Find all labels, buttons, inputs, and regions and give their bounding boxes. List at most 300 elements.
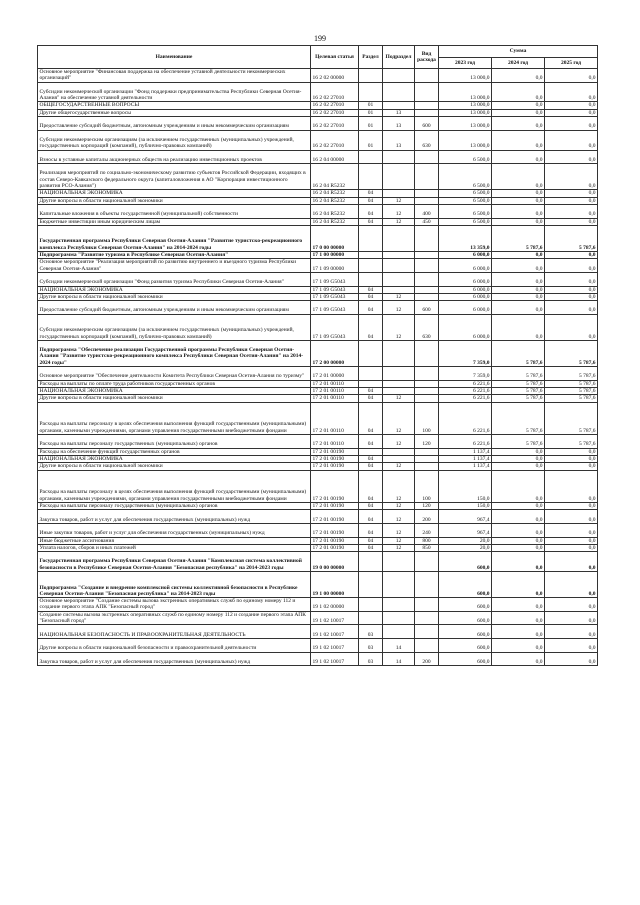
header-name: Наименование bbox=[38, 46, 311, 69]
row-code: 17 2 01 00110 bbox=[311, 435, 359, 449]
row-value-2024: 5 787,6 bbox=[492, 367, 545, 381]
row-value-2023: 7 359,0 bbox=[439, 367, 492, 381]
row-value-2025: 0,0 bbox=[545, 197, 598, 204]
row-subsection bbox=[383, 367, 415, 381]
row-value-2025: 0,0 bbox=[545, 293, 598, 300]
row-name: Предоставление субсидий бюджетным, автономным учреждениям и иным некоммерческим организациям bbox=[38, 117, 311, 131]
table-row bbox=[38, 252, 598, 259]
row-expense-type bbox=[415, 611, 439, 625]
table-row bbox=[38, 130, 598, 150]
row-subsection: 12 bbox=[383, 463, 415, 470]
header-2023: 2023 год bbox=[439, 58, 492, 69]
row-value-2023: 600,0 bbox=[439, 625, 492, 639]
row-value-2025: 0,0 bbox=[545, 537, 598, 544]
table-row bbox=[38, 537, 598, 544]
row-value-2023: 6 221,6 bbox=[439, 395, 492, 402]
table-row bbox=[38, 225, 598, 251]
row-value-2024: 0,0 bbox=[492, 625, 545, 639]
row-value-2023: 13 000,0 bbox=[439, 69, 492, 83]
row-name: Основное мероприятие "Обеспечение деятельности Комитета Республики Северная Осетия-Алания по туризму" bbox=[38, 367, 311, 381]
row-name: Взносы в уставные капиталы акционерных обществ на реализацию инвестиционных проектов bbox=[38, 150, 311, 164]
row-value-2025: 0,0 bbox=[545, 463, 598, 470]
row-value-2024: 0,0 bbox=[492, 293, 545, 300]
row-expense-type bbox=[415, 395, 439, 402]
row-code: 16 2 02 27010 bbox=[311, 130, 359, 150]
row-expense-type: 450 bbox=[415, 218, 439, 225]
row-value-2023: 6 221,6 bbox=[439, 380, 492, 387]
row-value-2023: 6 000,0 bbox=[439, 272, 492, 286]
row-name: Расходы на выплаты персоналу государственных (муниципальных) органов bbox=[38, 503, 311, 510]
row-expense-type: 600 bbox=[415, 301, 439, 315]
row-section: 03 bbox=[359, 652, 383, 666]
row-expense-type bbox=[415, 638, 439, 652]
table-row bbox=[38, 102, 598, 109]
row-value-2025: 0,0 bbox=[545, 503, 598, 510]
table-row bbox=[38, 625, 598, 639]
row-section: 04 bbox=[359, 218, 383, 225]
row-value-2023: 6 000,0 bbox=[439, 259, 492, 273]
row-value-2023: 967,4 bbox=[439, 523, 492, 537]
row-value-2025: 0,0 bbox=[545, 102, 598, 109]
row-value-2024: 5 787,6 bbox=[492, 380, 545, 387]
row-name: Субсидии некоммерческой организации "Фонд развития туризма Республики Северная Осетия-Алания" bbox=[38, 272, 311, 286]
table-row bbox=[38, 272, 598, 286]
row-subsection: 13 bbox=[383, 130, 415, 150]
row-code: 16 2 04 R5232 bbox=[311, 204, 359, 218]
row-value-2025: 0,0 bbox=[545, 69, 598, 83]
row-value-2025: 5 787,6 bbox=[545, 380, 598, 387]
row-name: Предоставление субсидий бюджетным, автономным учреждениям и иным некоммерческим организациям bbox=[38, 301, 311, 315]
table-row bbox=[38, 367, 598, 381]
row-section: 04 bbox=[359, 402, 383, 435]
row-expense-type: 120 bbox=[415, 503, 439, 510]
row-value-2024: 0,0 bbox=[492, 218, 545, 225]
row-subsection bbox=[383, 252, 415, 259]
row-expense-type bbox=[415, 293, 439, 300]
row-section bbox=[359, 598, 383, 612]
table-row bbox=[38, 150, 598, 164]
row-value-2023: 6 221,6 bbox=[439, 402, 492, 435]
row-name: ОБЩЕГОСУДАРСТВЕННЫЕ ВОПРОСЫ bbox=[38, 102, 311, 109]
row-value-2023: 13 000,0 bbox=[439, 130, 492, 150]
row-value-2025: 0,0 bbox=[545, 510, 598, 524]
table-row bbox=[38, 503, 598, 510]
row-expense-type bbox=[415, 150, 439, 164]
row-value-2023: 6 221,6 bbox=[439, 387, 492, 394]
row-section bbox=[359, 82, 383, 102]
row-code: 17 2 01 00110 bbox=[311, 387, 359, 394]
row-name: Другие вопросы в области национальной экономики bbox=[38, 395, 311, 402]
row-subsection: 12 bbox=[383, 197, 415, 204]
row-name: Основное мероприятие "Создание системы вызова экстренных оперативных служб по единому номеру 112 и создание первого этапа АПК "Безопасный город" bbox=[38, 598, 311, 612]
row-name: Расходы на выплаты персоналу в целях обеспечения выполнения функций государственными (муниципальными) органами, казенными учреждениями, органами управления государственными внебюджетными фондами bbox=[38, 470, 311, 503]
row-subsection: 12 bbox=[383, 402, 415, 435]
row-section: 04 bbox=[359, 286, 383, 293]
row-code: 19 1 02 10017 bbox=[311, 652, 359, 666]
row-name: Субсидии некоммерческим организациям (за исключением государственных (муниципальных) учреждений, государственных корпораций (компаний), публично-правовых компаний) bbox=[38, 314, 311, 340]
row-value-2024: 0,0 bbox=[492, 463, 545, 470]
row-value-2023: 600,0 bbox=[439, 638, 492, 652]
row-expense-type bbox=[415, 225, 439, 251]
row-value-2024: 0,0 bbox=[492, 638, 545, 652]
row-expense-type bbox=[415, 387, 439, 394]
row-section: 04 bbox=[359, 395, 383, 402]
table-header bbox=[38, 46, 598, 69]
row-value-2025: 0,0 bbox=[545, 259, 598, 273]
row-name: НАЦИОНАЛЬНАЯ БЕЗОПАСНОСТЬ И ПРАВООХРАНИТЕЛЬНАЯ ДЕЯТЕЛЬНОСТЬ bbox=[38, 625, 311, 639]
row-value-2025: 0,0 bbox=[545, 301, 598, 315]
row-code: 19 1 02 00000 bbox=[311, 598, 359, 612]
table-row bbox=[38, 109, 598, 116]
row-code: 19 0 00 00000 bbox=[311, 552, 359, 572]
row-code: 19 1 00 00000 bbox=[311, 572, 359, 598]
row-section: 01 bbox=[359, 117, 383, 131]
table-row bbox=[38, 197, 598, 204]
row-section bbox=[359, 259, 383, 273]
row-value-2023: 13 000,0 bbox=[439, 82, 492, 102]
row-section: 04 bbox=[359, 470, 383, 503]
row-value-2024: 0,0 bbox=[492, 572, 545, 598]
row-value-2024: 0,0 bbox=[492, 259, 545, 273]
row-code: 16 2 02 27010 bbox=[311, 117, 359, 131]
table-row bbox=[38, 164, 598, 190]
row-code: 19 1 02 10017 bbox=[311, 625, 359, 639]
table-row bbox=[38, 463, 598, 470]
row-section bbox=[359, 150, 383, 164]
row-expense-type bbox=[415, 82, 439, 102]
row-section: 04 bbox=[359, 387, 383, 394]
row-section: 04 bbox=[359, 197, 383, 204]
row-name: Уплата налогов, сборов и иных платежей bbox=[38, 544, 311, 551]
row-value-2024: 0,0 bbox=[492, 470, 545, 503]
row-value-2024: 0,0 bbox=[492, 611, 545, 625]
row-value-2023: 600,0 bbox=[439, 552, 492, 572]
row-value-2024: 0,0 bbox=[492, 537, 545, 544]
header-expense-type: Вид расхода bbox=[415, 46, 439, 69]
row-section: 01 bbox=[359, 102, 383, 109]
row-code: 16 2 02 27010 bbox=[311, 109, 359, 116]
row-code: 16 2 02 27010 bbox=[311, 102, 359, 109]
row-value-2024: 0,0 bbox=[492, 204, 545, 218]
row-expense-type: 200 bbox=[415, 652, 439, 666]
row-subsection bbox=[383, 190, 415, 197]
row-section bbox=[359, 367, 383, 381]
row-section bbox=[359, 448, 383, 455]
row-code: 17 2 01 00190 bbox=[311, 537, 359, 544]
row-subsection: 12 bbox=[383, 218, 415, 225]
row-value-2025: 5 787,6 bbox=[545, 225, 598, 251]
row-section bbox=[359, 69, 383, 83]
row-subsection bbox=[383, 259, 415, 273]
row-expense-type bbox=[415, 463, 439, 470]
row-expense-type: 400 bbox=[415, 204, 439, 218]
row-code: 17 1 09 G5043 bbox=[311, 301, 359, 315]
row-value-2023: 6 500,0 bbox=[439, 164, 492, 190]
row-value-2023: 150,0 bbox=[439, 503, 492, 510]
row-value-2025: 0,0 bbox=[545, 130, 598, 150]
row-section: 03 bbox=[359, 638, 383, 652]
row-value-2023: 967,4 bbox=[439, 510, 492, 524]
row-value-2025: 0,0 bbox=[545, 572, 598, 598]
row-value-2025: 0,0 bbox=[545, 164, 598, 190]
row-value-2024: 5 787,6 bbox=[492, 395, 545, 402]
table-row bbox=[38, 572, 598, 598]
row-subsection: 14 bbox=[383, 638, 415, 652]
row-name: Бюджетные инвестиции иным юридическим лицам bbox=[38, 218, 311, 225]
row-value-2025: 0,0 bbox=[545, 117, 598, 131]
row-subsection: 12 bbox=[383, 293, 415, 300]
row-value-2024: 0,0 bbox=[492, 523, 545, 537]
row-code: 16 2 02 00000 bbox=[311, 69, 359, 83]
table-row bbox=[38, 552, 598, 572]
table-row bbox=[38, 218, 598, 225]
row-name: Субсидии некоммерческой организации "Фонд поддержки предпринимательства Республики Северная Осетия-Алания" на обеспечение уставной деятельности bbox=[38, 82, 311, 102]
row-value-2023: 13 359,0 bbox=[439, 225, 492, 251]
table-row bbox=[38, 470, 598, 503]
header-sum: Сумма bbox=[439, 46, 598, 58]
row-name: Основное мероприятие "Финансовая поддержка на обеспечение уставной деятельности некоммерческих организаций" bbox=[38, 69, 311, 83]
row-subsection: 12 bbox=[383, 314, 415, 340]
row-code: 16 2 04 R5232 bbox=[311, 218, 359, 225]
row-value-2024: 5 787,6 bbox=[492, 340, 545, 366]
row-value-2023: 6 500,0 bbox=[439, 150, 492, 164]
row-value-2024: 0,0 bbox=[492, 652, 545, 666]
row-code: 17 2 01 00190 bbox=[311, 544, 359, 551]
header-code: Целевая статья bbox=[311, 46, 359, 69]
row-subsection: 12 bbox=[383, 301, 415, 315]
row-section: 04 bbox=[359, 544, 383, 551]
row-expense-type bbox=[415, 625, 439, 639]
row-subsection: 12 bbox=[383, 503, 415, 510]
row-code: 16 2 02 27010 bbox=[311, 82, 359, 102]
row-value-2024: 0,0 bbox=[492, 552, 545, 572]
row-expense-type bbox=[415, 367, 439, 381]
row-expense-type: 240 bbox=[415, 523, 439, 537]
row-name: Закупка товаров, работ и услуг для обеспечения государственных (муниципальных) нужд bbox=[38, 510, 311, 524]
row-value-2023: 7 359,0 bbox=[439, 340, 492, 366]
row-section: 04 bbox=[359, 503, 383, 510]
row-value-2024: 0,0 bbox=[492, 117, 545, 131]
row-value-2024: 0,0 bbox=[492, 190, 545, 197]
row-subsection bbox=[383, 340, 415, 366]
table-row bbox=[38, 190, 598, 197]
row-section: 04 bbox=[359, 523, 383, 537]
row-section bbox=[359, 225, 383, 251]
row-value-2025: 0,0 bbox=[545, 470, 598, 503]
row-subsection bbox=[383, 572, 415, 598]
row-code: 19 1 02 10017 bbox=[311, 638, 359, 652]
row-subsection bbox=[383, 380, 415, 387]
row-value-2025: 0,0 bbox=[545, 544, 598, 551]
row-code: 17 2 01 00110 bbox=[311, 395, 359, 402]
row-value-2024: 0,0 bbox=[492, 598, 545, 612]
row-section bbox=[359, 552, 383, 572]
table-row bbox=[38, 387, 598, 394]
table-row bbox=[38, 204, 598, 218]
row-value-2023: 6 500,0 bbox=[439, 190, 492, 197]
row-name: НАЦИОНАЛЬНАЯ ЭКОНОМИКА bbox=[38, 190, 311, 197]
row-expense-type bbox=[415, 340, 439, 366]
row-code: 17 1 09 G5043 bbox=[311, 293, 359, 300]
row-name: Подпрограмма "Обеспечение реализации Государственной программы Республики Северная Осетия-Алания "Развитие туристско-рекреационного комплекса Республики Северная Осетия-Алания" на 2014-2024 годы" bbox=[38, 340, 311, 366]
row-name: Закупка товаров, работ и услуг для обеспечения государственных (муниципальных) нужд bbox=[38, 652, 311, 666]
row-expense-type bbox=[415, 69, 439, 83]
row-section bbox=[359, 572, 383, 598]
row-value-2024: 0,0 bbox=[492, 130, 545, 150]
row-expense-type bbox=[415, 252, 439, 259]
row-value-2025: 0,0 bbox=[545, 625, 598, 639]
row-value-2023: 150,0 bbox=[439, 470, 492, 503]
table-row bbox=[38, 448, 598, 455]
row-value-2024: 0,0 bbox=[492, 448, 545, 455]
row-name: Другие вопросы в области национальной экономики bbox=[38, 197, 311, 204]
row-expense-type: 630 bbox=[415, 130, 439, 150]
table-row bbox=[38, 314, 598, 340]
row-code: 17 0 00 00000 bbox=[311, 225, 359, 251]
row-section: 04 bbox=[359, 301, 383, 315]
row-value-2025: 5 787,6 bbox=[545, 402, 598, 435]
row-subsection bbox=[383, 102, 415, 109]
row-value-2025: 0,0 bbox=[545, 286, 598, 293]
row-value-2025: 0,0 bbox=[545, 109, 598, 116]
row-value-2024: 0,0 bbox=[492, 301, 545, 315]
row-value-2025: 0,0 bbox=[545, 150, 598, 164]
row-name: Основное мероприятие "Реализация мероприятий по развитию внутреннего и въездного туризма Республики Северная Осетия-Алания" bbox=[38, 259, 311, 273]
table-row bbox=[38, 395, 598, 402]
row-subsection bbox=[383, 272, 415, 286]
row-expense-type bbox=[415, 164, 439, 190]
row-value-2025: 0,0 bbox=[545, 652, 598, 666]
row-value-2023: 600,0 bbox=[439, 572, 492, 598]
table-row bbox=[38, 402, 598, 435]
row-value-2024: 0,0 bbox=[492, 69, 545, 83]
row-name: Субсидии некоммерческим организациям (за исключением государственных (муниципальных) учреждений, государственных корпораций (компаний), публично-правовых компаний) bbox=[38, 130, 311, 150]
row-expense-type bbox=[415, 448, 439, 455]
row-expense-type bbox=[415, 109, 439, 116]
table-row bbox=[38, 455, 598, 462]
row-section: 04 bbox=[359, 463, 383, 470]
row-name: Другие вопросы в области национальной безопасности и правоохранительной деятельности bbox=[38, 638, 311, 652]
row-section bbox=[359, 380, 383, 387]
table-row bbox=[38, 286, 598, 293]
row-value-2024: 0,0 bbox=[492, 455, 545, 462]
row-expense-type: 630 bbox=[415, 314, 439, 340]
row-value-2025: 5 787,6 bbox=[545, 395, 598, 402]
row-expense-type bbox=[415, 259, 439, 273]
row-expense-type bbox=[415, 455, 439, 462]
row-code: 17 1 09 00000 bbox=[311, 259, 359, 273]
row-subsection bbox=[383, 598, 415, 612]
row-section: 04 bbox=[359, 190, 383, 197]
row-value-2025: 0,0 bbox=[545, 218, 598, 225]
row-expense-type: 850 bbox=[415, 544, 439, 551]
row-value-2024: 5 787,6 bbox=[492, 225, 545, 251]
table-row bbox=[38, 69, 598, 83]
row-section: 04 bbox=[359, 510, 383, 524]
row-section bbox=[359, 611, 383, 625]
row-subsection: 14 bbox=[383, 652, 415, 666]
table-row bbox=[38, 293, 598, 300]
table-row bbox=[38, 259, 598, 273]
header-2024: 2024 год bbox=[492, 58, 545, 69]
row-name: Расходы на выплаты по оплате труда работников государственных органов bbox=[38, 380, 311, 387]
row-value-2025: 0,0 bbox=[545, 523, 598, 537]
row-value-2025: 5 787,6 bbox=[545, 367, 598, 381]
row-value-2025: 5 787,6 bbox=[545, 435, 598, 449]
row-code: 17 2 01 00190 bbox=[311, 455, 359, 462]
row-value-2023: 20,0 bbox=[439, 537, 492, 544]
table-row bbox=[38, 544, 598, 551]
row-subsection bbox=[383, 387, 415, 394]
row-value-2025: 0,0 bbox=[545, 552, 598, 572]
row-subsection bbox=[383, 611, 415, 625]
row-expense-type bbox=[415, 552, 439, 572]
row-section bbox=[359, 164, 383, 190]
row-code: 17 1 09 G5043 bbox=[311, 272, 359, 286]
header-section: Раздел bbox=[359, 46, 383, 69]
table-row bbox=[38, 523, 598, 537]
table-row bbox=[38, 611, 598, 625]
row-value-2025: 0,0 bbox=[545, 448, 598, 455]
row-value-2025: 0,0 bbox=[545, 611, 598, 625]
row-expense-type: 600 bbox=[415, 117, 439, 131]
row-value-2024: 0,0 bbox=[492, 286, 545, 293]
row-value-2025: 0,0 bbox=[545, 252, 598, 259]
row-subsection bbox=[383, 286, 415, 293]
row-value-2025: 0,0 bbox=[545, 190, 598, 197]
row-value-2024: 0,0 bbox=[492, 150, 545, 164]
row-subsection: 12 bbox=[383, 395, 415, 402]
table-row bbox=[38, 652, 598, 666]
row-value-2024: 0,0 bbox=[492, 252, 545, 259]
row-subsection bbox=[383, 164, 415, 190]
table-row bbox=[38, 638, 598, 652]
row-value-2023: 6 000,0 bbox=[439, 286, 492, 293]
row-subsection: 12 bbox=[383, 544, 415, 551]
table-body bbox=[38, 69, 598, 666]
row-code: 17 2 01 00190 bbox=[311, 510, 359, 524]
row-value-2023: 600,0 bbox=[439, 611, 492, 625]
row-subsection bbox=[383, 225, 415, 251]
row-value-2025: 0,0 bbox=[545, 272, 598, 286]
row-code: 16 2 04 R5232 bbox=[311, 190, 359, 197]
row-code: 17 2 01 00190 bbox=[311, 503, 359, 510]
row-value-2024: 0,0 bbox=[492, 314, 545, 340]
row-section: 04 bbox=[359, 435, 383, 449]
row-expense-type bbox=[415, 272, 439, 286]
row-code: 17 1 09 G5043 bbox=[311, 286, 359, 293]
row-subsection: 12 bbox=[383, 204, 415, 218]
row-code: 19 1 02 10017 bbox=[311, 611, 359, 625]
row-value-2024: 5 787,6 bbox=[492, 435, 545, 449]
row-code: 17 2 01 00190 bbox=[311, 448, 359, 455]
row-value-2023: 6 000,0 bbox=[439, 293, 492, 300]
table-row bbox=[38, 117, 598, 131]
row-name: Другие вопросы в области национальной экономики bbox=[38, 293, 311, 300]
row-section bbox=[359, 252, 383, 259]
row-subsection bbox=[383, 82, 415, 102]
row-value-2023: 6 000,0 bbox=[439, 314, 492, 340]
budget-table bbox=[37, 45, 598, 666]
row-subsection bbox=[383, 69, 415, 83]
row-value-2025: 0,0 bbox=[545, 598, 598, 612]
row-expense-type bbox=[415, 598, 439, 612]
row-code: 17 2 01 00190 bbox=[311, 470, 359, 503]
row-value-2023: 6 500,0 bbox=[439, 218, 492, 225]
row-section: 01 bbox=[359, 130, 383, 150]
row-subsection: 12 bbox=[383, 470, 415, 503]
row-name: Государственная программа Республики Северная Осетия-Алания "Комплексная система коллективной безопасности в Республике Северная Осетия-Алания "Безопасная республика" на 2014-2023 годы bbox=[38, 552, 311, 572]
